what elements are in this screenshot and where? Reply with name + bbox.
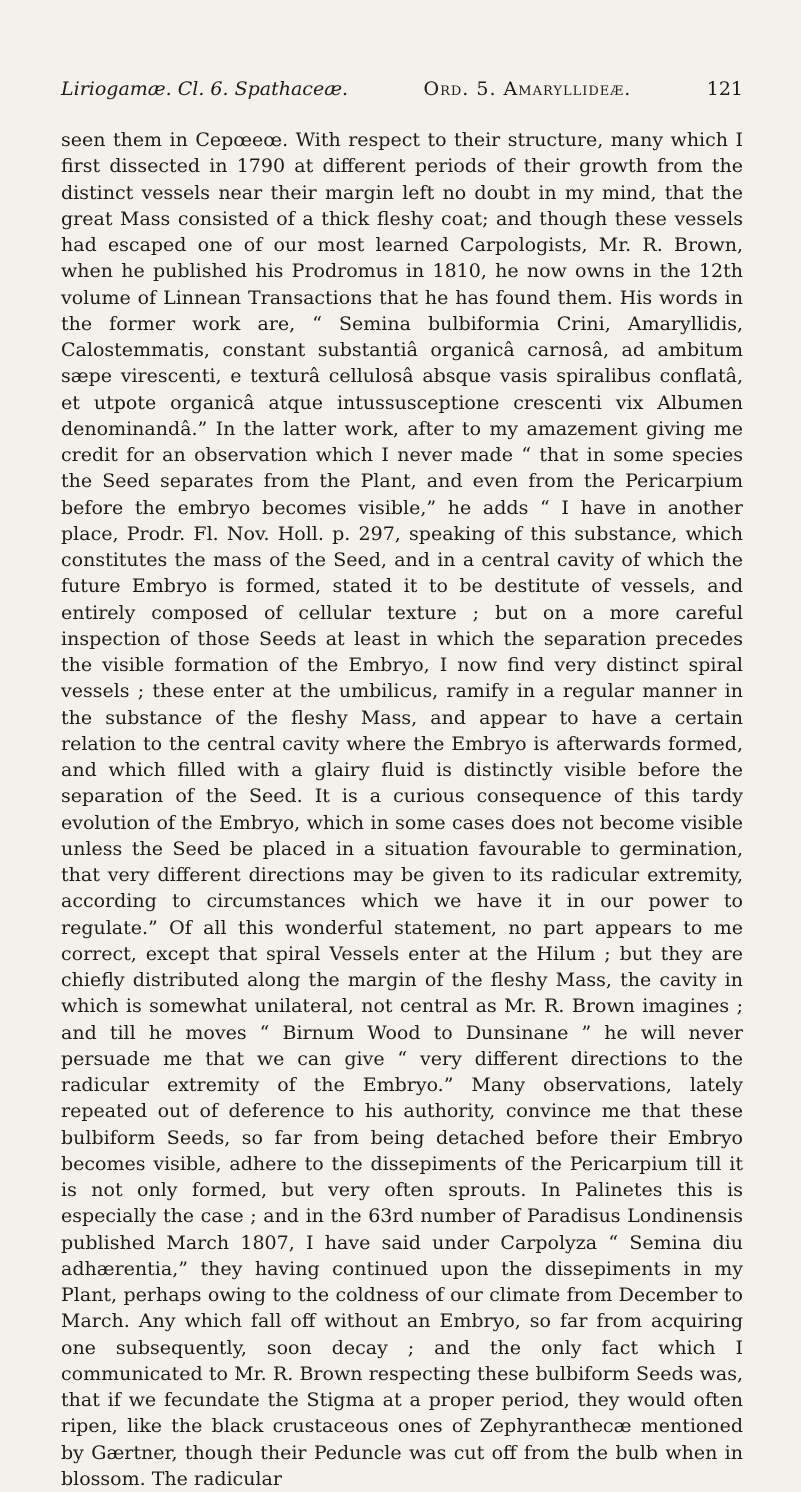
body-text [61, 127, 743, 1492]
running-header [61, 76, 743, 102]
header-order-title: Ord. 5. Amaryllideæ. [423, 78, 632, 100]
main-paragraph: seen them in Cepœeœ. With respect to their structure, many which I first dissected in 1790 at different periods of their growth from the distinct vessels near their margin left no doubt in my mind, that the great Mass consisted of a thick fleshy coat; and though these vessels had escaped one of our most learned Carpologists, Mr. R. Brown, when he published his Prodromus in 1810, he now owns in the 12th volume of Linnean Transactions that he has found them. His words in the former work are, “ Semina bulbiformia Crini, Amaryllidis, Calostemmatis, constant substantiâ organicâ carnosâ, ad ambitum sæpe virescenti, e texturâ cellulosâ absque vasis spiralibus conflatâ, et utpote organicâ atque intussusceptione crescenti vix Albumen denominandâ.” In the latter work, after to my amazement giving me credit for an observation which I never made “ that in some species the Seed separates from the Plant, and even from the Pericarpium before the embryo becomes visible,” he adds “ I have in another place, Prodr. Fl. Nov. Holl. p. 297, speaking of this substance, which constitutes the mass of the Seed, and in a central cavity of which the future Embryo is formed, stated it to be destitute of vessels, and entirely composed of cellular texture ; but on a more careful inspection of those Seeds at least in which the separation precedes the visible formation of the Embryo, I now find very distinct spiral vessels ; these enter at the umbilicus, ramify in a regular manner in the substance of the fleshy Mass, and appear to have a certain relation to the central cavity where the Embryo is afterwards formed, and which filled with a glairy fluid is distinctly visible before the separation of the Seed. It is a curious consequence of this tardy evolution of the Embryo, which in some cases does not become visible unless the Seed be placed in a situation favourable to germination, that very different directions may be given to its radicular extremity, according to circumstances which we have it in our power to regulate.” Of all this wonderful statement, no part appears to me correct, except that spiral Vessels enter at the Hilum ; but they are chiefly distributed along the margin of the fleshy Mass, the cavity in which is somewhat unilateral, not central as Mr. R. Brown imagines ; and till he moves “ Birnum Wood to Dunsinane ” he will never persuade me that we can give “ very different directions to the radicular extremity of the Embryo.” Many observations, lately repeated out of deference to his authority, convince me that these bulbiform Seeds, so far from being detached before their Embryo becomes visible, adhere to the dissepiments of the Pericarpium till it is not only formed, but very often sprouts. In Palinetes this is especially the case ; and in the 63rd number of Paradisus Londinensis published March 1807, I have said under Carpolyza “ Semina diu adhærentia,” they having continued upon the dissepiments in my Plant, perhaps owing to the coldness of our climate from December to March. Any which fall off without an Embryo, so far from acquiring one subsequently, soon decay ; and the only fact which I communicated to Mr. R. Brown respecting these bulbiform Seeds was, that if we fecundate the Stigma at a proper period, they would often ripen, like the black crustaceous ones of Zephyranthecæ mentioned by Gærtner, though their Peduncle was cut off from the bulb when in blossom. The radicular [61, 129, 743, 1490]
page-number: 121 [706, 78, 743, 100]
header-class-title: Liriogamæ. Cl. 6. Spathaceæ. [61, 78, 349, 100]
